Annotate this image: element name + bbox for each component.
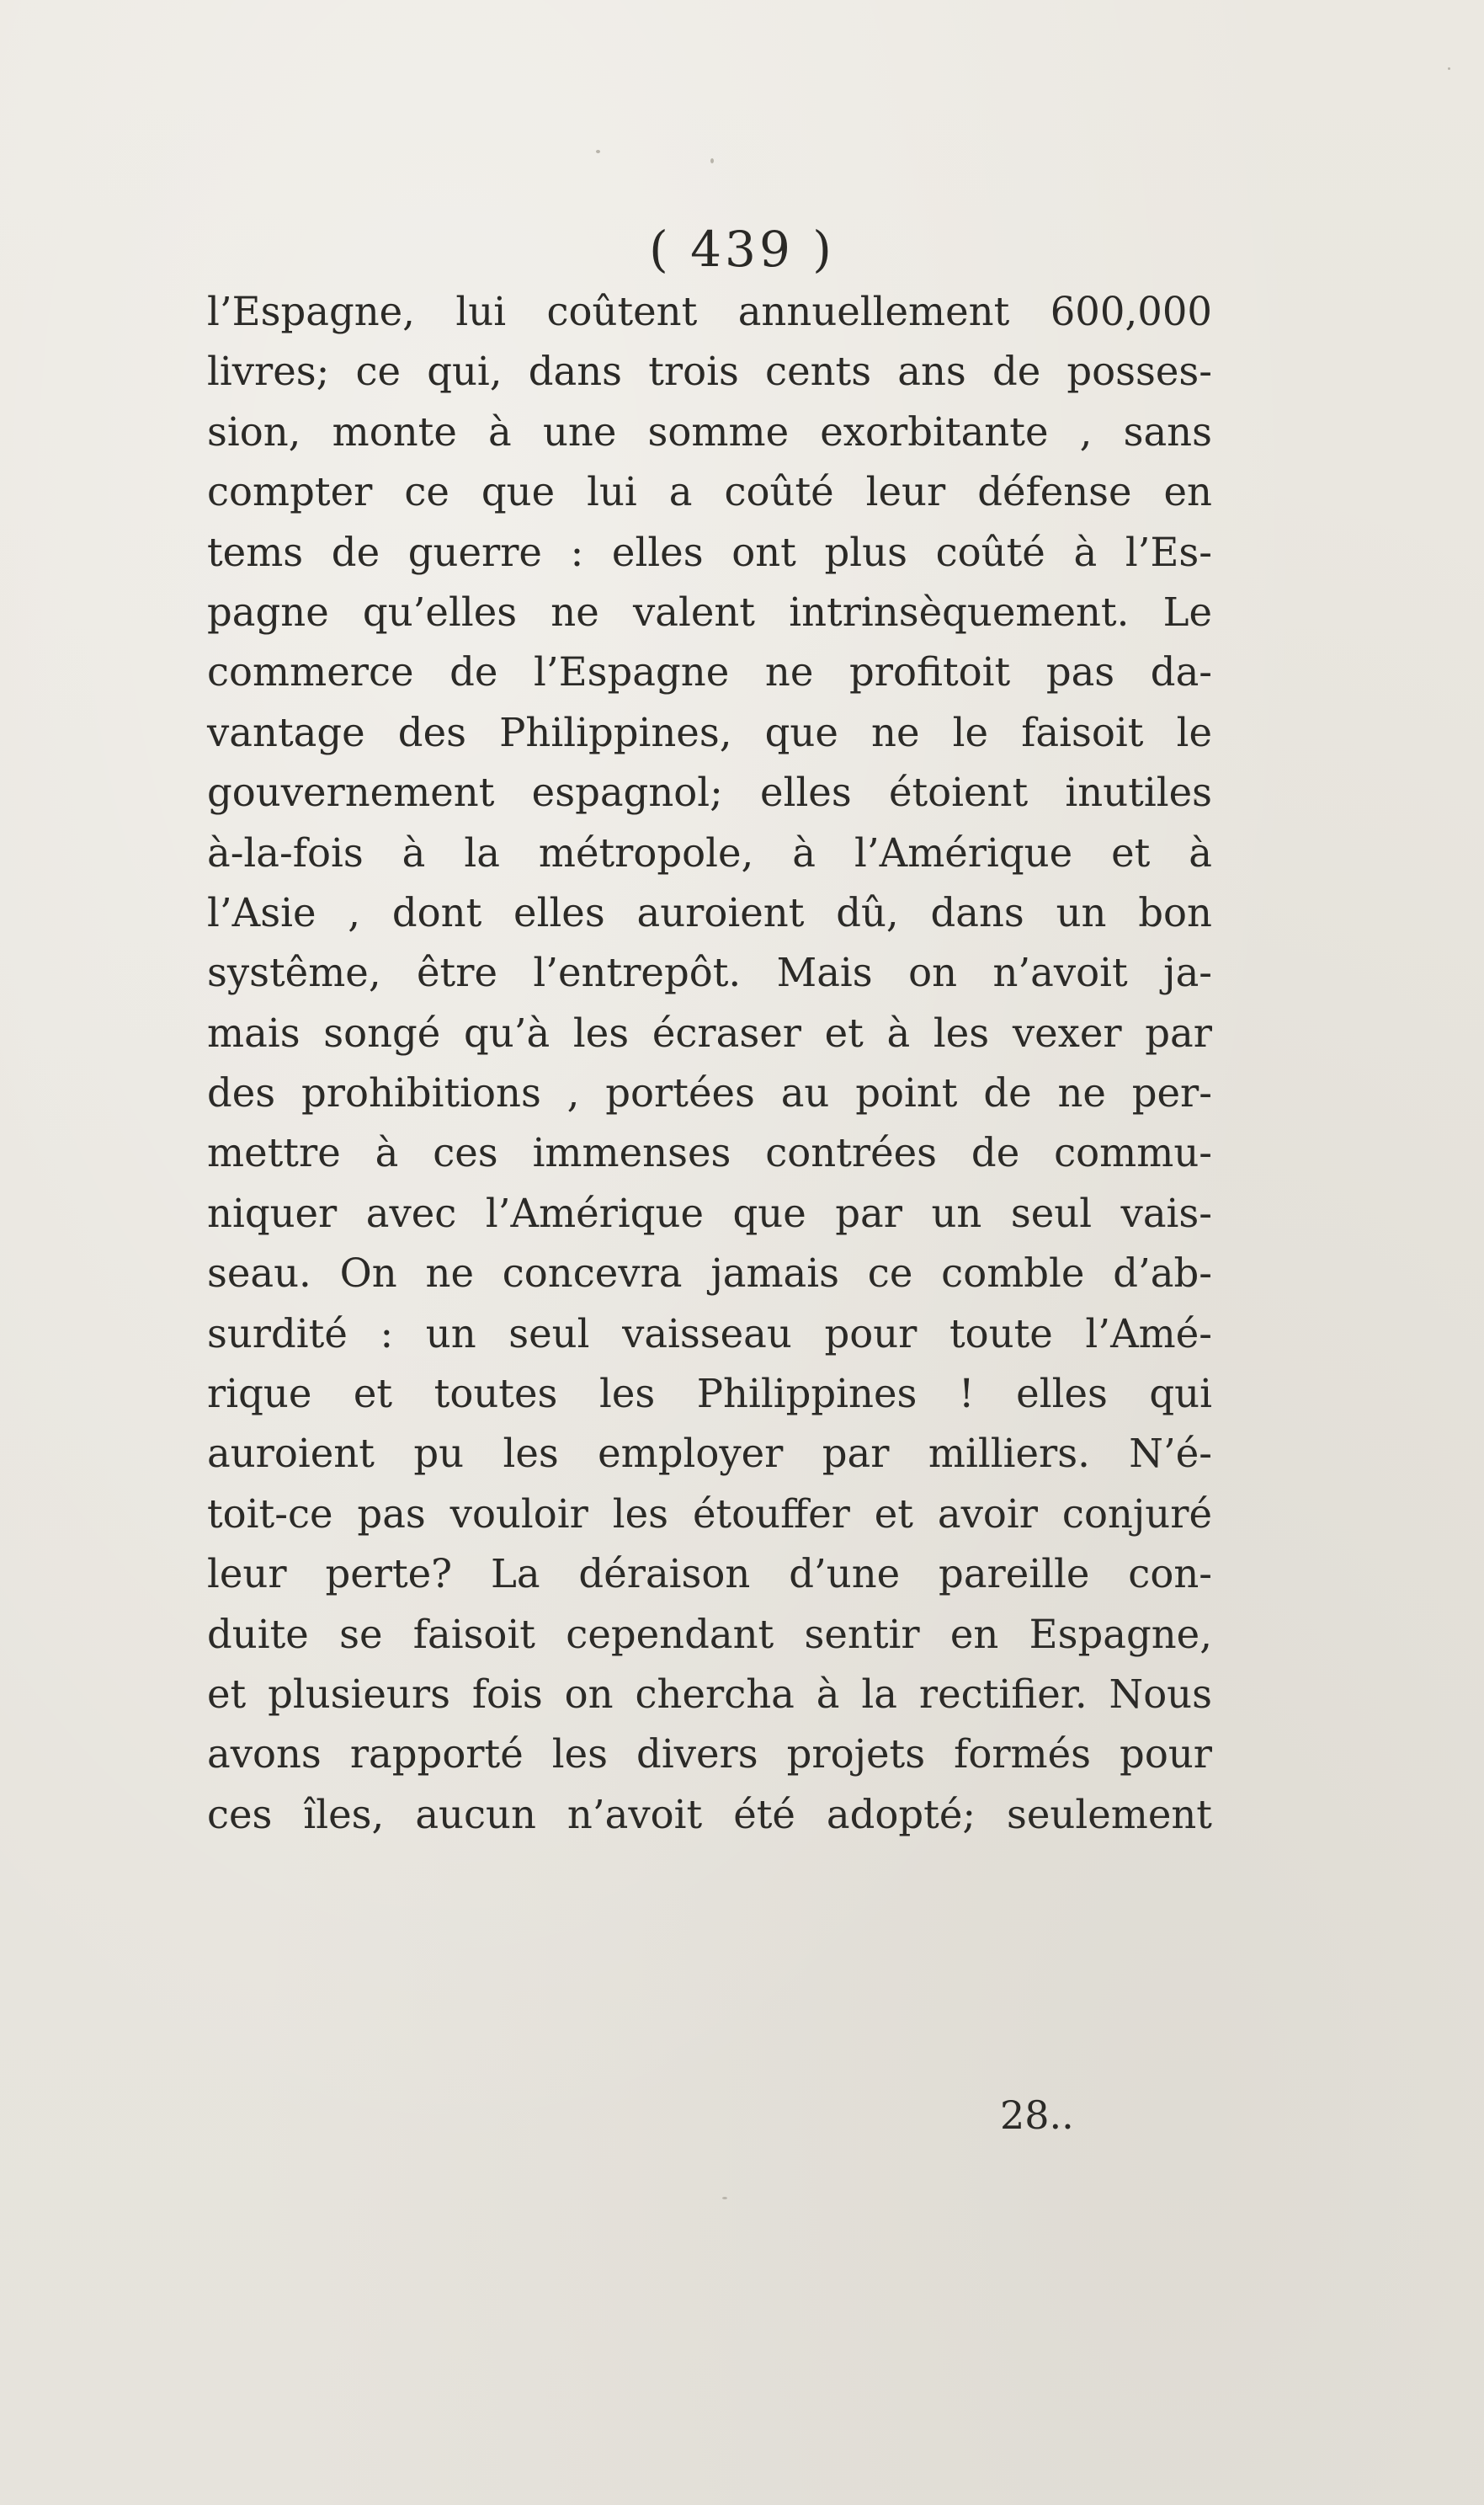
text-line: commerce de l’Espagne ne profitoit pas da-: [207, 649, 1212, 696]
paper-speck: [722, 2197, 727, 2199]
text-line: livres; ce qui, dans trois cents ans de posses-: [207, 349, 1212, 395]
body-paragraph: [207, 282, 1212, 1845]
text-line: auroient pu les employer par milliers. N’é-: [207, 1431, 1212, 1477]
text-line: tems de guerre : elles ont plus coûté à l’Es-: [207, 529, 1212, 575]
text-line: des prohibitions , portées au point de ne per-: [207, 1070, 1212, 1117]
text-line: à-la-fois à la métropole, à l’Amérique et à: [207, 829, 1212, 876]
text-line: compter ce que lui a coûté leur défense en: [207, 469, 1212, 515]
text-line: sion, monte à une somme exorbitante , sans: [207, 408, 1212, 455]
text-line: mettre à ces immenses contrées de commu-: [207, 1130, 1212, 1176]
text-line: surdité : un seul vaisseau pour toute l’Amé-: [207, 1310, 1212, 1356]
text-line: mais songé qu’à les écraser et à les vexer par: [207, 1010, 1212, 1056]
text-line: vantage des Philippines, que ne le faisoit le: [207, 709, 1212, 755]
text-line: pagne qu’elles ne valent intrinsèquement. Le: [207, 589, 1212, 635]
text-line: et plusieurs fois on chercha à la rectifier. Nous: [207, 1671, 1212, 1717]
text-line: seau. On ne concevra jamais ce comble d’ab-: [207, 1250, 1212, 1297]
paper-speck: [710, 158, 714, 163]
text-line: l’Espagne, lui coûtent annuellement 600,000: [207, 289, 1212, 334]
text-line: leur perte? La déraison d’une pareille con-: [207, 1551, 1212, 1597]
text-line: ces îles, aucun n’avoit été adopté; seulement: [207, 1791, 1212, 1837]
text-line: systême, être l’entrepôt. Mais on n’avoit ja-: [207, 950, 1212, 996]
text-line: l’Asie , dont elles auroient dû, dans un bon: [207, 889, 1212, 935]
text-line: rique et toutes les Philippines ! elles qui: [207, 1371, 1212, 1417]
text-line: niquer avec l’Amérique que par un seul vais-: [207, 1190, 1212, 1236]
text-line: gouvernement espagnol; elles étoient inutiles: [207, 770, 1212, 816]
paper-speck: [596, 150, 600, 153]
text-line: duite se faisoit cependant sentir en Espagne,: [207, 1611, 1212, 1657]
text-line: toit-ce pas vouloir les étouffer et avoir conjuré: [207, 1490, 1212, 1537]
paper-speck: [1448, 67, 1450, 70]
page-number-header: ( 439 ): [649, 221, 835, 278]
text-line: avons rapporté les divers projets formés pour: [207, 1731, 1212, 1777]
catchword: 28..: [1000, 2092, 1074, 2138]
